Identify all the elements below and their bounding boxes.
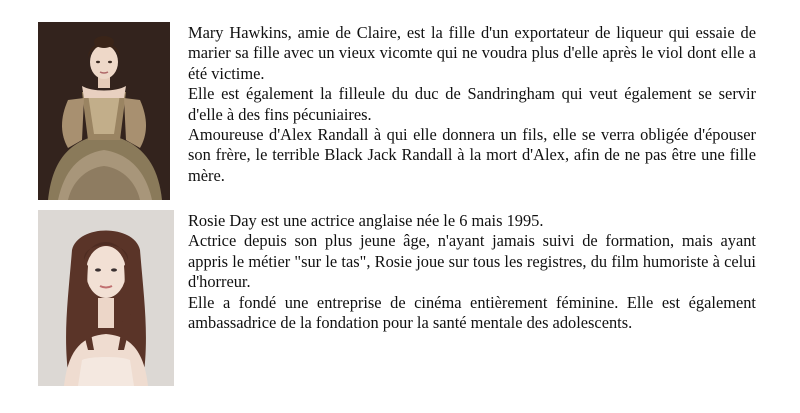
rosie-day-photo <box>38 210 174 386</box>
mary-hawkins-photo <box>38 22 170 200</box>
actress-paragraph: Actrice depuis son plus jeune âge, n'ayant jamais suivi de formation, mais ayant appris le métier "sur le tas", Rosie joue sur tous les registres, du film humoriste à celui d'horreur. <box>188 231 756 292</box>
actress-description <box>188 211 756 333</box>
character-description <box>188 23 756 186</box>
actress-paragraph: Rosie Day est une actrice anglaise née le 6 mais 1995. <box>188 211 544 230</box>
character-paragraph: Mary Hawkins, amie de Claire, est la fille d'un exportateur de liqueur qui essaie de marier sa fille avec un vieux vicomte qui ne voudra plus d'elle après le viol dont elle a été victime. <box>188 23 756 83</box>
actress-paragraph: Elle a fondé une entreprise de cinéma entièrement féminine. Elle est également ambassadrice de la fondation pour la santé mentale des adolescents. <box>188 292 756 333</box>
character-paragraph: Elle est également la filleule du duc de Sandringham qui veut également se servir d'elle à des fins pécuniaires. <box>188 84 756 124</box>
character-paragraph: Amoureuse d'Alex Randall à qui elle donnera un fils, elle se verra obligée d'épouser son frère, le terrible Black Jack Randall à la mort d'Alex, afin de ne pas être une fille mère. <box>188 125 756 185</box>
